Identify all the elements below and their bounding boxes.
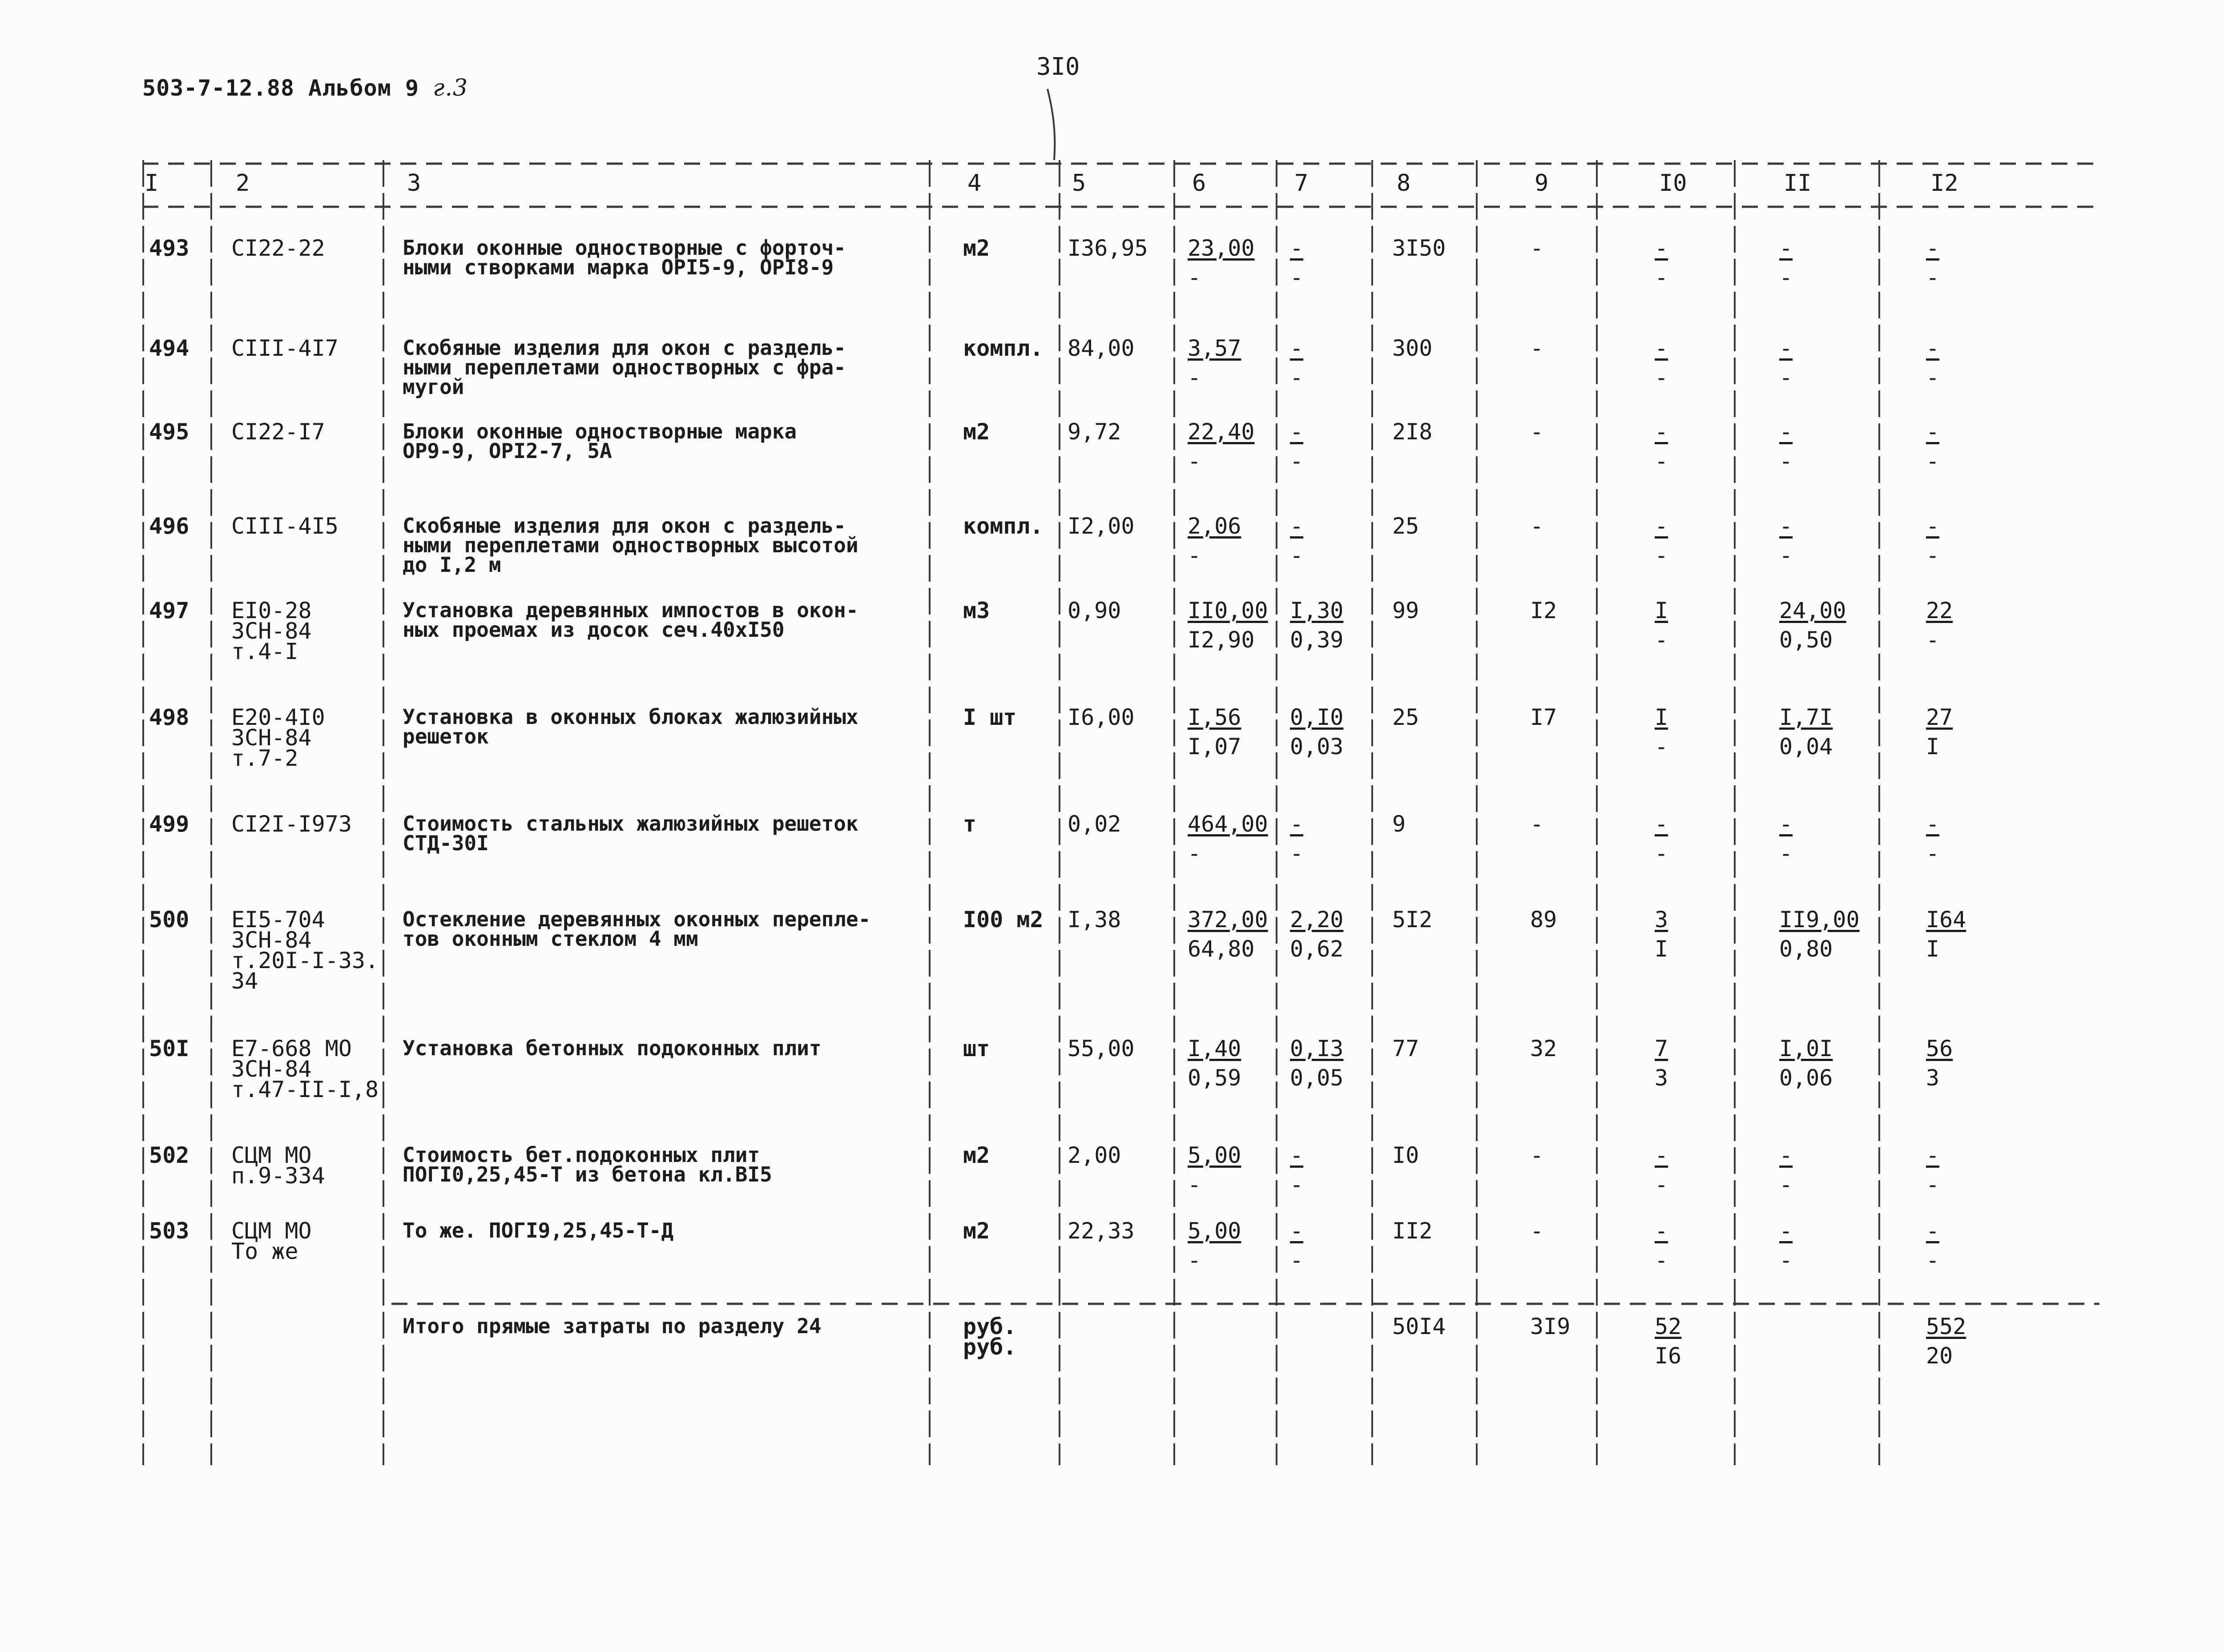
quantity: 2,00: [1068, 1142, 1121, 1168]
col6-bottom: I,07: [1188, 734, 1241, 760]
col6-top: 22,40: [1188, 419, 1255, 445]
column-header: I0: [1659, 170, 1687, 197]
rate-code: CI22-I7: [231, 419, 325, 445]
unit: шт: [963, 1036, 990, 1061]
col10-bottom: -: [1655, 448, 1668, 474]
col12-top: -: [1926, 1142, 1940, 1168]
col9-value: I7: [1530, 704, 1557, 730]
unit: м2: [963, 235, 990, 261]
col8-value: 25: [1392, 704, 1419, 730]
work-description: Скобяные изделия для окон с раздель- ными переплетами одностворных с фра- мугой: [403, 336, 846, 399]
col10-bottom: -: [1655, 543, 1668, 568]
col10-bottom: -: [1655, 265, 1668, 290]
unit: I шт: [963, 704, 1017, 730]
row-number: 502: [149, 1142, 189, 1168]
col8-value: 3I50: [1392, 235, 1446, 261]
unit: м2: [963, 419, 990, 445]
unit: компл.: [963, 513, 1044, 539]
col7-top: -: [1290, 1142, 1304, 1168]
unit: т: [963, 811, 977, 837]
col11-bottom: -: [1779, 1172, 1793, 1198]
col7-top: 2,20: [1290, 907, 1344, 933]
col7-bottom: 0,03: [1290, 734, 1344, 760]
col11-top: -: [1779, 1218, 1793, 1244]
col10-top: I: [1655, 704, 1668, 730]
col7-top: -: [1290, 235, 1304, 261]
col10-top: -: [1655, 1142, 1668, 1168]
col6-top: II0,00: [1188, 598, 1268, 623]
col6-bottom: -: [1188, 365, 1201, 390]
col12-bottom: -: [1926, 365, 1940, 390]
column-header: 4: [967, 170, 982, 197]
col8-value: 2I8: [1392, 419, 1433, 445]
col12-top: I64: [1926, 907, 1966, 933]
unit: I00 м2: [963, 907, 1044, 933]
total-col10-bottom: I6: [1655, 1343, 1682, 1369]
quantity: 9,72: [1068, 419, 1121, 445]
col7-bottom: -: [1290, 265, 1304, 290]
col8-value: 25: [1392, 513, 1419, 539]
page-number-tick: [1048, 89, 1055, 160]
page-number: 3I0: [1036, 52, 1080, 80]
col7-top: -: [1290, 419, 1304, 445]
col11-bottom: -: [1779, 543, 1793, 568]
col6-top: 372,00: [1188, 907, 1268, 933]
total-col9: 3I9: [1530, 1314, 1571, 1339]
quantity: 22,33: [1068, 1218, 1135, 1244]
col12-top: -: [1926, 1218, 1940, 1244]
total-label: Итого прямые затраты по разделу 24: [403, 1314, 822, 1338]
col12-bottom: -: [1926, 265, 1940, 290]
col10-bottom: -: [1655, 1172, 1668, 1198]
col12-top: -: [1926, 335, 1940, 361]
quantity: I6,00: [1068, 704, 1135, 730]
rate-code: СЦМ МО п.9-334: [231, 1142, 325, 1189]
col10-bottom: -: [1655, 627, 1668, 653]
handwritten-note: г.3: [433, 75, 468, 101]
quantity: I36,95: [1068, 235, 1148, 261]
rate-code: ЕI5-704 ЗСН-84 т.20I-I-33. 34: [231, 907, 379, 994]
rate-code: Е7-668 МО ЗСН-84 т.47-II-I,8: [231, 1036, 379, 1102]
col11-bottom: 0,50: [1779, 627, 1833, 653]
col12-bottom: 3: [1926, 1065, 1940, 1091]
col9-value: -: [1530, 1218, 1544, 1244]
col11-bottom: -: [1779, 1247, 1793, 1273]
work-description: Скобяные изделия для окон с раздель- ными переплетами одностворных высотой до I,2 м: [403, 514, 858, 577]
col8-value: 77: [1392, 1036, 1419, 1061]
col12-top: 22: [1926, 598, 1953, 623]
col12-top: -: [1926, 513, 1940, 539]
work-description: Стоимость стальных жалюзийных решеток СТД-30I: [403, 812, 858, 855]
col11-top: -: [1779, 335, 1793, 361]
work-description: Установка деревянных импостов в окон- ных проемах из досок сеч.40хI50: [403, 598, 858, 642]
col8-value: 9: [1392, 811, 1406, 837]
col7-top: I,30: [1290, 598, 1344, 623]
column-header: II: [1784, 170, 1812, 197]
rate-code: CI22-22: [231, 235, 325, 261]
total-col10-top: 52: [1655, 1314, 1682, 1339]
col12-top: -: [1926, 419, 1940, 445]
col8-value: II2: [1392, 1218, 1433, 1244]
col6-top: 3,57: [1188, 335, 1241, 361]
row-number: 496: [149, 513, 189, 539]
col6-top: I,56: [1188, 704, 1241, 730]
col11-bottom: -: [1779, 840, 1793, 866]
col10-top: -: [1655, 513, 1668, 539]
quantity: 0,02: [1068, 811, 1121, 837]
col11-top: -: [1779, 419, 1793, 445]
col9-value: -: [1530, 513, 1544, 539]
col12-top: 56: [1926, 1036, 1953, 1061]
col12-top: -: [1926, 235, 1940, 261]
col8-value: I0: [1392, 1142, 1419, 1168]
col10-top: -: [1655, 1218, 1668, 1244]
col7-bottom: 0,62: [1290, 936, 1344, 962]
col9-value: -: [1530, 811, 1544, 837]
row-number: 500: [149, 907, 189, 933]
col11-bottom: 0,04: [1779, 734, 1833, 760]
col7-top: -: [1290, 811, 1304, 837]
col7-top: -: [1290, 513, 1304, 539]
rate-code: CIII-4I7: [231, 335, 338, 361]
col7-top: 0,I0: [1290, 704, 1344, 730]
unit: компл.: [963, 335, 1044, 361]
col12-bottom: -: [1926, 1172, 1940, 1198]
col6-bottom: I2,90: [1188, 627, 1255, 653]
col6-top: 5,00: [1188, 1142, 1241, 1168]
doc-code-text: 503-7-12.88 Альбом 9: [142, 75, 419, 101]
col12-bottom: -: [1926, 543, 1940, 568]
col6-top: 464,00: [1188, 811, 1268, 837]
quantity: I2,00: [1068, 513, 1135, 539]
col12-bottom: -: [1926, 448, 1940, 474]
work-description: Блоки оконные одностворные с форточ- ными створками марка ОРI5-9, ОРI8-9: [403, 236, 846, 279]
col11-top: -: [1779, 811, 1793, 837]
col10-top: -: [1655, 419, 1668, 445]
col7-top: 0,I3: [1290, 1036, 1344, 1061]
unit: м2: [963, 1142, 990, 1168]
column-header: 8: [1397, 170, 1411, 197]
row-number: 503: [149, 1218, 189, 1244]
rate-code: CIII-4I5: [231, 513, 338, 539]
work-description: Остекление деревянных оконных перепле- тов оконным стеклом 4 мм: [403, 907, 871, 951]
column-header: 2: [236, 170, 250, 197]
col11-bottom: 0,06: [1779, 1065, 1833, 1091]
col10-bottom: -: [1655, 365, 1668, 390]
col10-bottom: I: [1655, 936, 1668, 962]
col7-bottom: -: [1290, 543, 1304, 568]
col6-top: I,40: [1188, 1036, 1241, 1061]
col8-value: 99: [1392, 598, 1419, 623]
col8-value: 300: [1392, 335, 1433, 361]
col6-bottom: -: [1188, 1247, 1201, 1273]
column-header: 9: [1535, 170, 1549, 197]
col9-value: -: [1530, 419, 1544, 445]
col7-bottom: -: [1290, 1247, 1304, 1273]
row-number: 497: [149, 598, 189, 623]
total-col12-top: 552: [1926, 1314, 1966, 1339]
rate-code: СЦМ МО То же: [231, 1218, 312, 1264]
col6-top: 5,00: [1188, 1218, 1241, 1244]
col10-top: 7: [1655, 1036, 1668, 1061]
col7-bottom: 0,05: [1290, 1065, 1344, 1091]
col11-top: I,7I: [1779, 704, 1833, 730]
col11-top: -: [1779, 1142, 1793, 1168]
work-description: Установка в оконных блоках жалюзийных решеток: [403, 705, 858, 748]
rate-code: Е20-4I0 ЗСН-84 т.7-2: [231, 704, 325, 771]
col6-bottom: -: [1188, 840, 1201, 866]
col10-bottom: -: [1655, 734, 1668, 760]
total-unit: руб. руб.: [963, 1314, 1017, 1360]
col11-bottom: -: [1779, 448, 1793, 474]
col11-top: -: [1779, 235, 1793, 261]
column-header: 5: [1072, 170, 1086, 197]
col12-bottom: I: [1926, 936, 1940, 962]
col9-value: I2: [1530, 598, 1557, 623]
total-col8: 50I4: [1392, 1314, 1446, 1339]
column-header: I2: [1930, 170, 1958, 197]
col12-top: 27: [1926, 704, 1953, 730]
unit: м3: [963, 598, 990, 623]
col10-bottom: -: [1655, 840, 1668, 866]
col10-top: 3: [1655, 907, 1668, 933]
col9-value: 32: [1530, 1036, 1557, 1061]
row-number: 495: [149, 419, 189, 445]
col9-value: -: [1530, 335, 1544, 361]
quantity: 0,90: [1068, 598, 1121, 623]
col6-bottom: -: [1188, 1172, 1201, 1198]
col10-top: -: [1655, 235, 1668, 261]
work-description: Блоки оконные одностворные марка ОР9-9, ОРI2-7, 5А: [403, 419, 797, 463]
col7-bottom: -: [1290, 365, 1304, 390]
col11-top: -: [1779, 513, 1793, 539]
work-description: Стоимость бет.подоконных плит ПОГI0,25,45-Т из бетона кл.ВI5: [403, 1143, 772, 1186]
quantity: 55,00: [1068, 1036, 1135, 1061]
col12-bottom: -: [1926, 627, 1940, 653]
rate-code: ЕI0-28 ЗСН-84 т.4-I: [231, 598, 312, 664]
work-description: Установка бетонных подоконных плит: [403, 1036, 822, 1060]
col7-bottom: 0,39: [1290, 627, 1344, 653]
col6-bottom: -: [1188, 448, 1201, 474]
col9-value: 89: [1530, 907, 1557, 933]
column-header: 3: [407, 170, 421, 197]
row-number: 50I: [149, 1036, 189, 1061]
col12-bottom: I: [1926, 734, 1940, 760]
col6-top: 2,06: [1188, 513, 1241, 539]
column-header: 7: [1294, 170, 1309, 197]
col7-top: -: [1290, 1218, 1304, 1244]
quantity: 84,00: [1068, 335, 1135, 361]
col11-top: II9,00: [1779, 907, 1860, 933]
col7-bottom: -: [1290, 1172, 1304, 1198]
col11-top: 24,00: [1779, 598, 1846, 623]
col6-bottom: 64,80: [1188, 936, 1255, 962]
col6-bottom: 0,59: [1188, 1065, 1241, 1091]
col10-top: -: [1655, 811, 1668, 837]
col7-bottom: -: [1290, 448, 1304, 474]
col10-top: -: [1655, 335, 1668, 361]
col11-bottom: 0,80: [1779, 936, 1833, 962]
col10-bottom: 3: [1655, 1065, 1668, 1091]
row-number: 494: [149, 335, 189, 361]
col7-bottom: -: [1290, 840, 1304, 866]
col12-bottom: -: [1926, 1247, 1940, 1273]
col11-bottom: -: [1779, 365, 1793, 390]
row-number: 493: [149, 235, 189, 261]
col6-bottom: -: [1188, 265, 1201, 290]
col6-bottom: -: [1188, 543, 1201, 568]
col10-top: I: [1655, 598, 1668, 623]
col9-value: -: [1530, 1142, 1544, 1168]
unit: м2: [963, 1218, 990, 1244]
col7-top: -: [1290, 335, 1304, 361]
row-number: 498: [149, 704, 189, 730]
col12-top: -: [1926, 811, 1940, 837]
col12-bottom: -: [1926, 840, 1940, 866]
column-header: 6: [1192, 170, 1206, 197]
total-col12-bottom: 20: [1926, 1343, 1953, 1369]
col9-value: -: [1530, 235, 1544, 261]
col8-value: 5I2: [1392, 907, 1433, 933]
rate-code: CI2I-I973: [231, 811, 352, 837]
work-description: То же. ПОГI9,25,45-Т-Д: [403, 1218, 674, 1242]
col10-bottom: -: [1655, 1247, 1668, 1273]
col11-top: I,0I: [1779, 1036, 1833, 1061]
col6-top: 23,00: [1188, 235, 1255, 261]
quantity: I,38: [1068, 907, 1121, 933]
column-header: I: [145, 170, 159, 197]
row-number: 499: [149, 811, 189, 837]
col11-bottom: -: [1779, 265, 1793, 290]
